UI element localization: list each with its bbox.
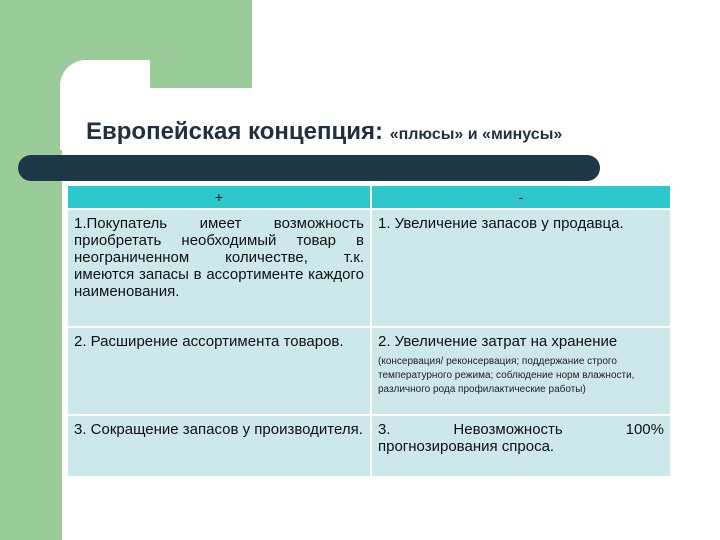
minus-cell-text: 2. Увеличение затрат на хранение <box>378 333 618 350</box>
header-minus: - <box>371 185 671 209</box>
table-header-row <box>67 185 671 209</box>
minus-cell: 1. Увеличение запасов у продавца. <box>371 209 671 327</box>
plus-cell: 3. Сокращение запасов у производителя. <box>67 415 371 477</box>
plus-cell: 2. Расширение ассортимента товаров. <box>67 327 371 415</box>
minus-cell-note: (консервация/ реконсервация; поддержание строго температурного режима; соблюдение норм влажности, различного рода профилактические работы) <box>378 356 635 395</box>
table-row <box>67 327 671 415</box>
table-row <box>67 209 671 327</box>
title-underline-bar <box>18 155 600 181</box>
minus-cell <box>371 327 671 415</box>
title-sub: «плюсы» и «минусы» <box>389 126 563 143</box>
header-plus: + <box>67 185 371 209</box>
green-left-decor <box>0 0 62 540</box>
plus-cell: 1.Покупатель имеет возможность приобретать необходимый товар в неограниченном количестве, т.к. имеются запасы в ассортименте каждого наименования. <box>67 209 371 327</box>
table-row <box>67 415 671 477</box>
title-main: Европейская концепция: <box>86 118 390 145</box>
slide-title <box>86 110 706 147</box>
pros-cons-table <box>66 184 672 478</box>
minus-cell: 3. Невозможность 100% прогнозирования спроса. <box>371 415 671 477</box>
